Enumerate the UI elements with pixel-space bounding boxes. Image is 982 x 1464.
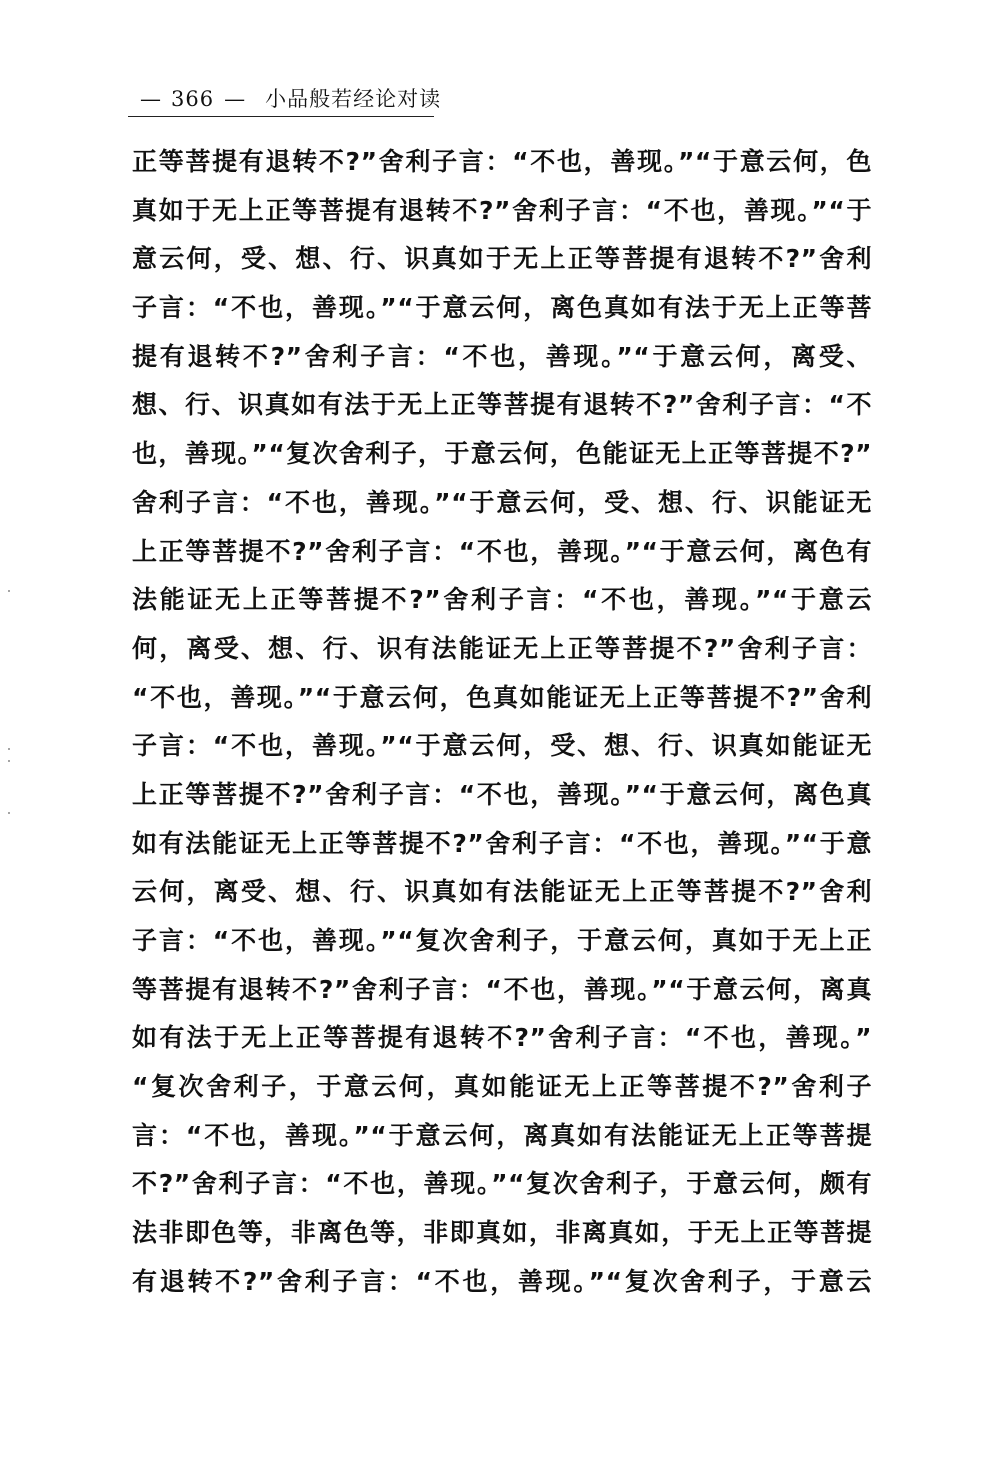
text-line: 不?”舍利子言：“不也，善现。”“复次舍利子，于意云何，颇有	[132, 1169, 872, 1199]
text-line: 有退转不?”舍利子言：“不也，善现。”“复次舍利子，于意云	[132, 1266, 872, 1296]
text-line: 子言：“不也，善现。”“于意云何，离色真如有法于无上正等菩	[132, 293, 872, 323]
text-line: 法能证无上正等菩提不?”舍利子言：“不也，善现。”“于意云	[132, 585, 872, 615]
text-line: 提有退转不?”舍利子言：“不也，善现。”“于意云何，离受、	[132, 341, 872, 371]
text-line: 意云何，受、想、行、识真如于无上正等菩提有退转不?”舍利	[132, 244, 872, 274]
text-line: 等菩提有退转不?”舍利子言：“不也，善现。”“于意云何，离真	[132, 974, 872, 1004]
text-line: 如有法于无上正等菩提有退转不?”舍利子言：“不也，善现。”	[132, 1023, 872, 1053]
text-line: 舍利子言：“不也，善现。”“于意云何，受、想、行、识能证无	[132, 487, 872, 517]
header-dash-right: —	[224, 87, 246, 111]
text-line: 正等菩提有退转不?”舍利子言：“不也，善现。”“于意云何，色	[132, 147, 872, 176]
text-line: “复次舍利子，于意云何，真如能证无上正等菩提不?”舍利子	[132, 1072, 872, 1102]
text-line: 何，离受、想、行、识有法能证无上正等菩提不?”舍利子言：	[132, 633, 872, 663]
scan-speck	[8, 760, 10, 762]
text-line: 也，善现。”“复次舍利子，于意云何，色能证无上正等菩提不?”	[132, 439, 872, 469]
book-title: 小品般若经论对读	[265, 87, 442, 111]
text-line: “不也，善现。”“于意云何，色真如能证无上正等菩提不?”舍利	[132, 682, 872, 712]
header-rule	[128, 116, 434, 117]
scan-speck	[8, 812, 10, 814]
text-line: 云何，离受、想、行、识真如有法能证无上正等菩提不?”舍利	[132, 877, 872, 907]
text-line: 如有法能证无上正等菩提不?”舍利子言：“不也，善现。”“于意	[132, 828, 872, 858]
text-line: 法非即色等，非离色等，非即真如，非离真如，于无上正等菩提	[132, 1218, 872, 1248]
page-number: 366	[171, 87, 215, 111]
running-header	[130, 84, 440, 114]
text-line: 想、行、识真如有法于无上正等菩提有退转不?”舍利子言：“不	[132, 390, 872, 420]
header-dash-left: —	[140, 87, 161, 111]
text-line: 上正等菩提不?”舍利子言：“不也，善现。”“于意云何，离色真	[132, 779, 872, 809]
text-line: 子言：“不也，善现。”“于意云何，受、想、行、识真如能证无	[132, 731, 872, 761]
text-line: 言：“不也，善现。”“于意云何，离真如有法能证无上正等菩提	[132, 1120, 872, 1150]
scan-speck	[8, 748, 10, 750]
text-line: 上正等菩提不?”舍利子言：“不也，善现。”“于意云何，离色有	[132, 536, 872, 566]
text-line: 子言：“不也，善现。”“复次舍利子，于意云何，真如于无上正	[132, 926, 872, 955]
body-text	[132, 138, 872, 1307]
text-line: 真如于无上正等菩提有退转不?”舍利子言：“不也，善现。”“于	[132, 195, 872, 225]
scan-speck	[8, 590, 10, 592]
